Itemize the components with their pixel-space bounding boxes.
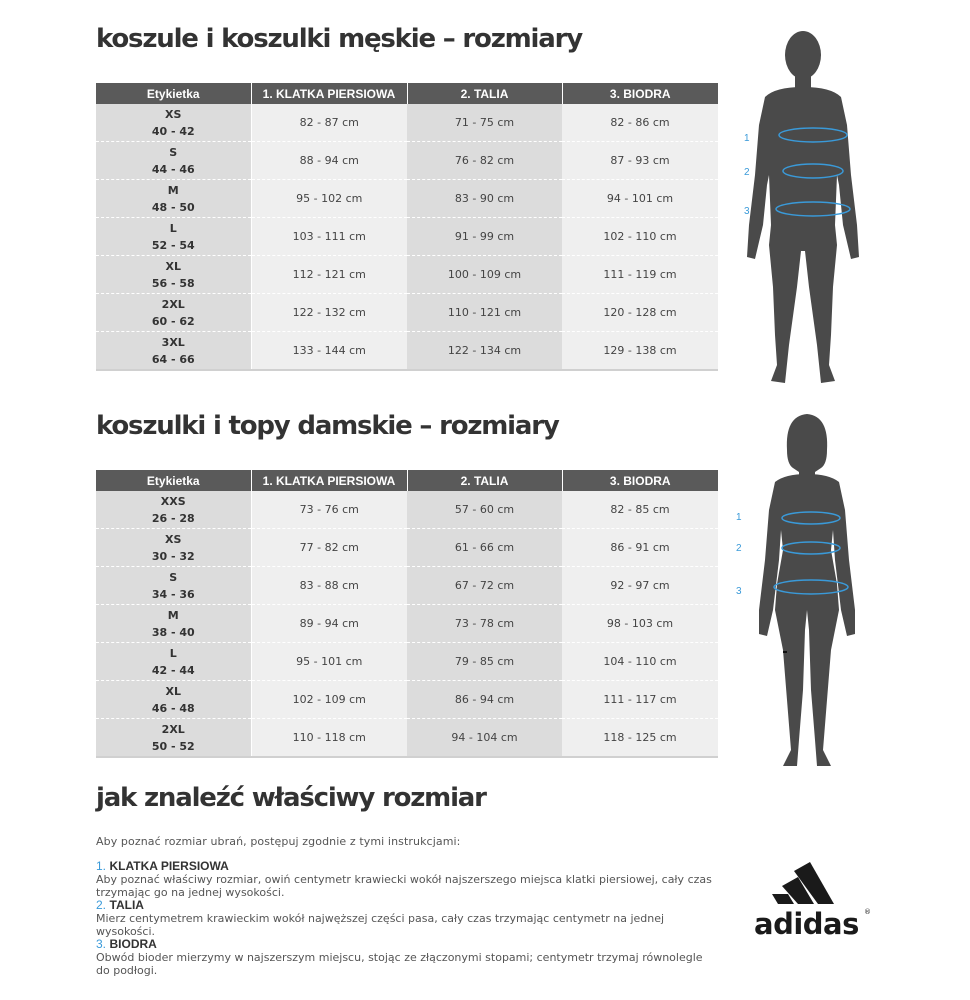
women-size-table — [96, 470, 718, 758]
waist-cell: 57 - 60 cm — [407, 491, 562, 529]
step-waist — [96, 899, 716, 912]
step-number: 1. — [96, 859, 107, 873]
hips-cell: 104 - 110 cm — [562, 643, 718, 681]
col-chest-header: 1. KLATKA PIERSIOWA — [251, 470, 407, 491]
waist-cell: 73 - 78 cm — [407, 605, 562, 643]
chest-cell: 95 - 101 cm — [251, 643, 407, 681]
waist-cell: 100 - 109 cm — [407, 256, 562, 294]
chest-cell: 82 - 87 cm — [251, 104, 407, 142]
hips-cell: 118 - 125 cm — [562, 719, 718, 758]
col-hips-header: 3. BIODRA — [562, 83, 718, 104]
chest-cell: 112 - 121 cm — [251, 256, 407, 294]
size-label: M 38 - 40 — [96, 605, 251, 643]
waist-cell: 67 - 72 cm — [407, 567, 562, 605]
logo-text: adidas — [754, 907, 859, 940]
waist-number-label: 2 — [744, 167, 750, 178]
hips-number-label: 3 — [736, 586, 742, 597]
table-row — [96, 104, 718, 142]
size-label: L 52 - 54 — [96, 218, 251, 256]
table-row — [96, 180, 718, 218]
guide-section-title: jak znaleźć właściwy rozmiar — [96, 783, 486, 813]
step-text: Obwód bioder mierzymy w najszerszym miejscu, stojąc ze złączonymi stopami; centymetr trzymaj równolegle do podłogi. — [96, 951, 703, 977]
hips-cell: 129 - 138 cm — [562, 332, 718, 371]
chest-cell: 110 - 118 cm — [251, 719, 407, 758]
waist-cell: 110 - 121 cm — [407, 294, 562, 332]
waist-cell: 86 - 94 cm — [407, 681, 562, 719]
table-row — [96, 529, 718, 567]
male-body-figure — [735, 25, 870, 387]
waist-cell: 91 - 99 cm — [407, 218, 562, 256]
col-hips-header: 3. BIODRA — [562, 470, 718, 491]
table-row — [96, 681, 718, 719]
col-label-header: Etykietka — [96, 470, 251, 491]
guide-instructions — [96, 860, 716, 977]
hips-cell: 82 - 85 cm — [562, 491, 718, 529]
guide-intro: Aby poznać rozmiar ubrań, postępuj zgodnie z tymi instrukcjami: — [96, 835, 461, 848]
size-label: S 34 - 36 — [96, 567, 251, 605]
hips-cell: 102 - 110 cm — [562, 218, 718, 256]
size-label: XL 46 - 48 — [96, 681, 251, 719]
table-row — [96, 491, 718, 529]
table-row — [96, 332, 718, 371]
table-row — [96, 294, 718, 332]
size-label: XS 30 - 32 — [96, 529, 251, 567]
chest-cell: 83 - 88 cm — [251, 567, 407, 605]
table-row — [96, 218, 718, 256]
waist-cell: 83 - 90 cm — [407, 180, 562, 218]
table-row — [96, 256, 718, 294]
chest-cell: 88 - 94 cm — [251, 142, 407, 180]
col-waist-header: 2. TALIA — [407, 83, 562, 104]
chest-cell: 103 - 111 cm — [251, 218, 407, 256]
men-size-table — [96, 83, 718, 371]
col-chest-header: 1. KLATKA PIERSIOWA — [251, 83, 407, 104]
size-label: XL 56 - 58 — [96, 256, 251, 294]
step-number: 3. — [96, 937, 107, 951]
step-text: Aby poznać właściwy rozmiar, owiń centymetr krawiecki wokół najszerszego miejsca klatki piersiowej, cały czas trzymając go na jednej wysokości. — [96, 873, 712, 899]
hips-cell: 98 - 103 cm — [562, 605, 718, 643]
col-label-header: Etykietka — [96, 83, 251, 104]
table-row — [96, 142, 718, 180]
hips-cell: 111 - 119 cm — [562, 256, 718, 294]
step-chest — [96, 860, 716, 873]
size-label: 2XL 60 - 62 — [96, 294, 251, 332]
step-hips — [96, 938, 716, 951]
chest-cell: 122 - 132 cm — [251, 294, 407, 332]
waist-cell: 61 - 66 cm — [407, 529, 562, 567]
chest-cell: 77 - 82 cm — [251, 529, 407, 567]
size-label: XS 40 - 42 — [96, 104, 251, 142]
step-text: Mierz centymetrem krawieckim wokół najwęższej części pasa, cały czas trzymając centymetr na jednej wysokości. — [96, 912, 665, 938]
hips-cell: 111 - 117 cm — [562, 681, 718, 719]
table-row — [96, 605, 718, 643]
female-body-figure — [735, 410, 870, 772]
waist-cell: 122 - 134 cm — [407, 332, 562, 371]
hips-cell: 92 - 97 cm — [562, 567, 718, 605]
hips-cell: 86 - 91 cm — [562, 529, 718, 567]
logo-registered: ® — [864, 908, 871, 916]
hips-cell: 120 - 128 cm — [562, 294, 718, 332]
waist-cell: 71 - 75 cm — [407, 104, 562, 142]
size-label: L 42 - 44 — [96, 643, 251, 681]
table-row — [96, 719, 718, 758]
waist-number-label: 2 — [736, 543, 742, 554]
chest-cell: 89 - 94 cm — [251, 605, 407, 643]
size-label: 2XL 50 - 52 — [96, 719, 251, 758]
hips-cell: 94 - 101 cm — [562, 180, 718, 218]
step-title: TALIA — [109, 898, 144, 912]
chest-number-label: 1 — [744, 133, 750, 144]
hips-cell: 82 - 86 cm — [562, 104, 718, 142]
hips-number-label: 3 — [744, 206, 750, 217]
waist-cell: 79 - 85 cm — [407, 643, 562, 681]
size-label: S 44 - 46 — [96, 142, 251, 180]
chest-cell: 95 - 102 cm — [251, 180, 407, 218]
figure-mark — [783, 651, 787, 653]
col-waist-header: 2. TALIA — [407, 470, 562, 491]
adidas-logo — [752, 858, 874, 940]
men-section-title: koszule i koszulki męskie – rozmiary — [96, 24, 582, 54]
waist-cell: 76 - 82 cm — [407, 142, 562, 180]
chest-cell: 133 - 144 cm — [251, 332, 407, 371]
hips-cell: 87 - 93 cm — [562, 142, 718, 180]
step-title: BIODRA — [109, 937, 157, 951]
table-header-row — [96, 470, 718, 491]
chest-cell: 102 - 109 cm — [251, 681, 407, 719]
step-number: 2. — [96, 898, 107, 912]
table-row — [96, 643, 718, 681]
women-section-title: koszulki i topy damskie – rozmiary — [96, 411, 559, 441]
waist-cell: 94 - 104 cm — [407, 719, 562, 758]
chest-number-label: 1 — [736, 512, 742, 523]
table-row — [96, 567, 718, 605]
size-label: 3XL 64 - 66 — [96, 332, 251, 371]
step-title: KLATKA PIERSIOWA — [109, 859, 229, 873]
size-label: M 48 - 50 — [96, 180, 251, 218]
size-label: XXS 26 - 28 — [96, 491, 251, 529]
table-header-row — [96, 83, 718, 104]
chest-cell: 73 - 76 cm — [251, 491, 407, 529]
